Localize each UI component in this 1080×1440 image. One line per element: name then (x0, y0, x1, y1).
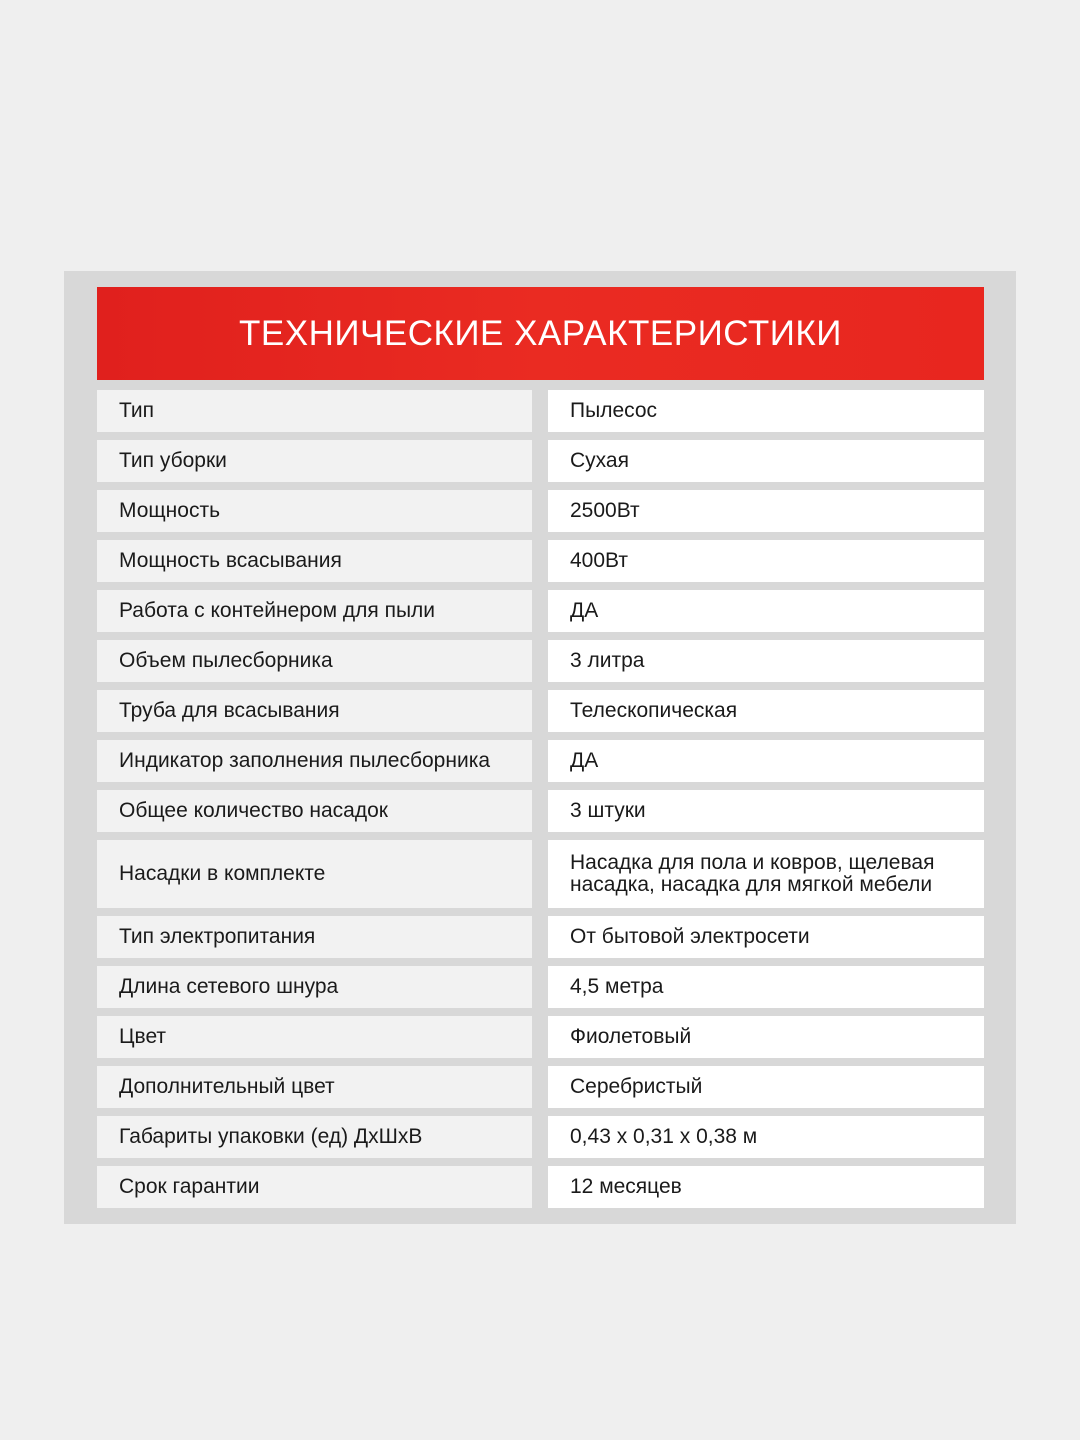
spec-value: Фиолетовый (548, 1016, 984, 1058)
spec-label: Габариты упаковки (ед) ДхШхВ (97, 1116, 532, 1158)
spec-label: Длина сетевого шнура (97, 966, 532, 1008)
spec-value: 400Вт (548, 540, 984, 582)
spec-label: Насадки в комплекте (97, 840, 532, 908)
spec-label: Индикатор заполнения пылесборника (97, 740, 532, 782)
spec-label: Цвет (97, 1016, 532, 1058)
spec-label: Дополнительный цвет (97, 1066, 532, 1108)
spec-row (97, 690, 984, 732)
spec-value: Серебристый (548, 1066, 984, 1108)
spec-value: Телескопическая (548, 690, 984, 732)
spec-value: 3 штуки (548, 790, 984, 832)
spec-row (97, 790, 984, 832)
spec-label: Тип электропитания (97, 916, 532, 958)
spec-value: ДА (548, 740, 984, 782)
spec-row (97, 1016, 984, 1058)
spec-label: Мощность всасывания (97, 540, 532, 582)
spec-label: Тип уборки (97, 440, 532, 482)
spec-value: Сухая (548, 440, 984, 482)
spec-row (97, 1066, 984, 1108)
spec-label: Труба для всасывания (97, 690, 532, 732)
spec-value: 0,43 х 0,31 х 0,38 м (548, 1116, 984, 1158)
spec-row (97, 740, 984, 782)
spec-row (97, 440, 984, 482)
spec-label: Тип (97, 390, 532, 432)
spec-label: Объем пылесборника (97, 640, 532, 682)
spec-value: Насадка для пола и ковров, щелевая насадка, насадка для мягкой мебели (548, 840, 984, 908)
spec-row (97, 390, 984, 432)
spec-row (97, 1166, 984, 1208)
spec-row (97, 490, 984, 532)
spec-row (97, 966, 984, 1008)
spec-header (97, 287, 984, 380)
spec-value: 12 месяцев (548, 1166, 984, 1208)
spec-row (97, 840, 984, 908)
spec-value: 2500Вт (548, 490, 984, 532)
spec-label: Мощность (97, 490, 532, 532)
spec-value: ДА (548, 590, 984, 632)
spec-label: Работа с контейнером для пыли (97, 590, 532, 632)
spec-label: Общее количество насадок (97, 790, 532, 832)
spec-value: 4,5 метра (548, 966, 984, 1008)
spec-value: Пылесос (548, 390, 984, 432)
spec-row (97, 640, 984, 682)
spec-row (97, 540, 984, 582)
spec-value: От бытовой электросети (548, 916, 984, 958)
spec-title: ТЕХНИЧЕСКИЕ ХАРАКТЕРИСТИКИ (239, 313, 842, 353)
spec-label: Срок гарантии (97, 1166, 532, 1208)
spec-row (97, 590, 984, 632)
spec-row (97, 1116, 984, 1158)
spec-value: 3 литра (548, 640, 984, 682)
spec-row (97, 916, 984, 958)
